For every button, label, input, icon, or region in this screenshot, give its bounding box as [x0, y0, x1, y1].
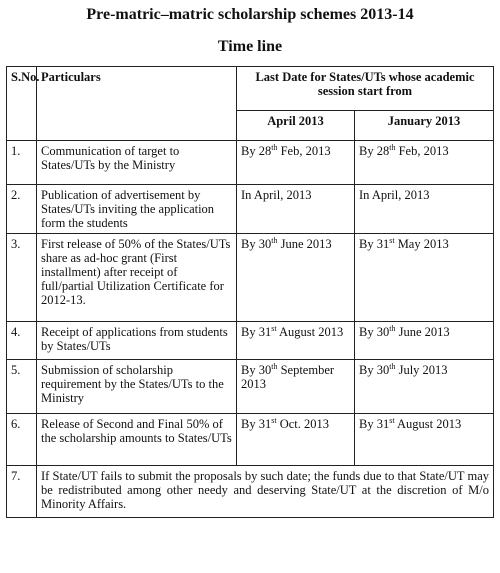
- table-row: [7, 414, 494, 466]
- date-text: In April, 2013: [241, 188, 312, 202]
- date-text: By 31: [359, 237, 390, 251]
- row-sno: 1.: [7, 141, 37, 185]
- row-date-april: [237, 322, 355, 360]
- note-sno: 7.: [7, 466, 37, 518]
- date-text-rest: June 2013: [395, 325, 450, 339]
- date-ordinal: th: [389, 142, 396, 152]
- date-text: By 28: [359, 144, 390, 158]
- row-particular: Release of Second and Final 50% of the scholarship amounts to States/UTs: [37, 414, 237, 466]
- header-sno: S.No.: [7, 67, 37, 141]
- date-text: By 30: [359, 325, 390, 339]
- date-text: By 30: [359, 363, 390, 377]
- date-ordinal: st: [389, 235, 395, 245]
- date-text: By 28: [241, 144, 272, 158]
- document-subtitle: Time line: [217, 38, 283, 55]
- date-text: By 31: [241, 417, 272, 431]
- table-row: [7, 322, 494, 360]
- row-date-january: [355, 322, 494, 360]
- row-date-april: [237, 141, 355, 185]
- row-date-january: [355, 141, 494, 185]
- row-particular: Receipt of applications from students by States/UTs: [37, 322, 237, 360]
- date-text-rest: September 2013: [241, 363, 335, 391]
- row-date-january: [355, 234, 494, 322]
- header-april-2013: April 2013: [237, 111, 355, 141]
- date-ordinal: st: [271, 323, 277, 333]
- row-sno: 4.: [7, 322, 37, 360]
- row-date-april: [237, 360, 355, 414]
- date-ordinal: th: [271, 142, 278, 152]
- date-ordinal: th: [271, 235, 278, 245]
- date-text-rest: July 2013: [395, 363, 448, 377]
- row-particular: Publication of advertisement by States/UTs inviting the application form the students: [37, 185, 237, 234]
- row-sno: 3.: [7, 234, 37, 322]
- date-text: In April, 2013: [359, 188, 430, 202]
- header-last-date: Last Date for States/UTs whose academic session start from: [237, 67, 494, 111]
- row-date-january: [355, 360, 494, 414]
- timeline-rows: [7, 141, 494, 466]
- table-row: [7, 185, 494, 234]
- row-sno: 5.: [7, 360, 37, 414]
- row-date-april: [237, 185, 355, 234]
- date-text: By 30: [241, 363, 272, 377]
- date-text-rest: August 2013: [276, 325, 344, 339]
- row-particular: Communication of target to States/UTs by the Ministry: [37, 141, 237, 185]
- document-title: Pre-matric–matric scholarship schemes 2013-14: [86, 6, 414, 23]
- date-text-rest: Feb, 2013: [277, 144, 331, 158]
- row-particular: Submission of scholarship requirement by the States/UTs to the Ministry: [37, 360, 237, 414]
- date-text-rest: Oct. 2013: [276, 417, 329, 431]
- date-text-rest: August 2013: [394, 417, 462, 431]
- row-date-april: [237, 234, 355, 322]
- date-text-rest: Feb, 2013: [395, 144, 449, 158]
- row-date-january: [355, 185, 494, 234]
- row-particular: First release of 50% of the States/UTs share as ad-hoc grant (First installment) after receipt of full/partial Utilization Certificate for 2012-13.: [37, 234, 237, 322]
- date-text: By 31: [241, 325, 272, 339]
- table-row: [7, 141, 494, 185]
- table-row: [7, 360, 494, 414]
- row-sno: 6.: [7, 414, 37, 466]
- date-ordinal: th: [389, 323, 396, 333]
- timeline-table: [6, 66, 494, 518]
- table-row: [7, 234, 494, 322]
- row-date-january: [355, 414, 494, 466]
- note-text: If State/UT fails to submit the proposals by such date; the funds due to that State/UT may be redistributed among other needy and deserving State/UT at the discretion of M/o Minority Affairs.: [37, 466, 494, 518]
- date-text: By 30: [241, 237, 272, 251]
- date-text: By 31: [359, 417, 390, 431]
- date-ordinal: th: [271, 361, 278, 371]
- header-particulars: Particulars: [37, 67, 237, 141]
- date-text-rest: June 2013: [277, 237, 332, 251]
- date-ordinal: th: [389, 361, 396, 371]
- row-date-april: [237, 414, 355, 466]
- header-january-2013: January 2013: [355, 111, 494, 141]
- date-ordinal: st: [389, 415, 395, 425]
- date-ordinal: st: [271, 415, 277, 425]
- row-sno: 2.: [7, 185, 37, 234]
- date-text-rest: May 2013: [394, 237, 449, 251]
